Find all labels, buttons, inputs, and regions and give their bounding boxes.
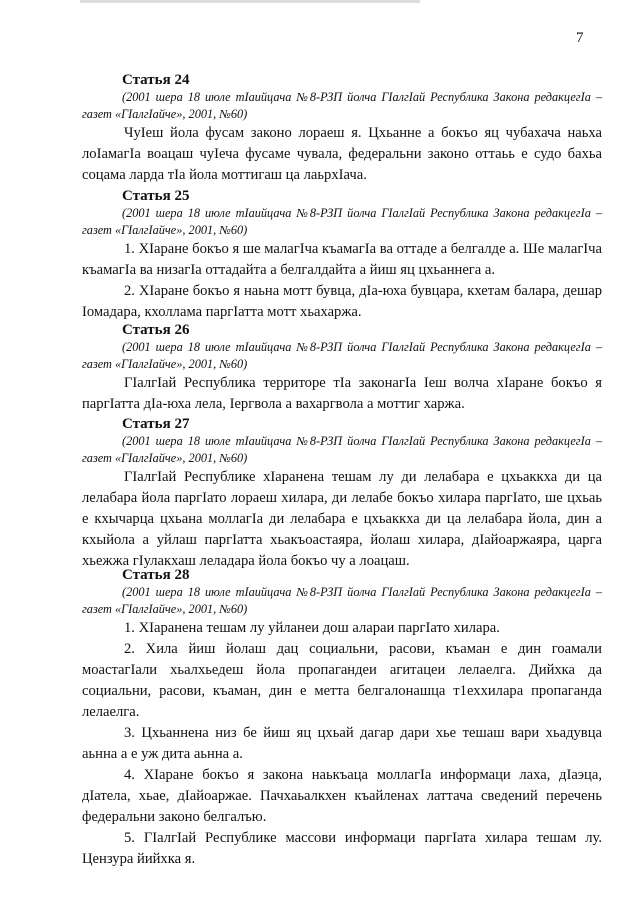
article-paragraph: 2. Хила йиш йолаш дац социальни, расови, къаман е дин гоамали моастагIали хьалхьедеш йола пропагандеи агитацеи лелаелга. Дийхка да социальни, расови, къаман, дин е метта белгалонашца т1еххилара пропаганда лелаелга. [82,641,602,720]
article-paragraph: 4. ХIаране бокъо я закона наькъаца моллагIа информаци лаха, дIаэца, дIатела, хьае, дIайоаржае. Пачхаьалкхен къайленах латтача сведений перечень федеральни законо белгалъю. [82,767,602,825]
article-note: (2001 шера 18 июле тIаийцача №8-РЗП йолча ГIалгIай Республика Закона редакцегIа – газет «ГIалгIайче», 2001, №60) [82,206,602,237]
article-paragraph: 2. ХIаране бокъо я наьна мотт бувца, дIа-юха бувцара, кхетам балара, дешар Iомадара, кхоллама паргIатта мотт хьахаржа. [82,283,602,320]
article-note: (2001 шера 18 июле тIаийцача №8-РЗП йолча ГIалгIай Республика Закона редакцегIа – газет «ГIалгIайче», 2001, №60) [82,434,602,465]
scan-edge [0,0,640,3]
article-note: (2001 шера 18 июле тIаийцача №8-РЗП йолча ГIалгIай Республика Закона редакцегIа – газет «ГIалгIайче», 2001, №60) [82,340,602,371]
article-paragraph: ГIалгIай Республике хIараненa тешам лу ди лелабара е цхьаккха ди ца лелабара йола паргIато лораеш хилара, ди лелабе бокъо хилара паргIато, ше цхьаь е кхычарца цхьана моллагIа ди лелабара е цхьаккха ди ца лелабара йола, дин а кхыйола а уйлаш паргIатта хьакъоастаяра, йолаш хилара, дIайоаржаяра, царга хьежжа гIулакхаш леладара йола бокъо чу а лоацаш. [82,469,602,569]
article-paragraph: 1. ХIаране бокъо я ше малагIча къамагIа ва оттаде а белгалде а. Ше малагIча къамагIа ва низагIа оттадайта а белгалдайта а йиш яц цхьаннега а. [82,241,602,278]
article-note: (2001 шера 18 июле тIаийцача №8-РЗП йолча ГIалгIай Республика Закона редакцегIа – газет «ГIалгIайче», 2001, №60) [82,90,602,121]
article-title: Статья 25 [122,188,190,204]
page-number: 7 [576,30,584,46]
article-paragraph: 1. ХIараненa тешам лу уйланеи дош алараи паргIато хилара. [124,620,500,636]
article-title: Статья 24 [122,72,190,88]
article-25 [82,188,602,323]
article-note: (2001 шера 18 июле тIаийцача №8-РЗП йолча ГIалгIай Республика Закона редакцегIа – газет «ГIалгIайче», 2001, №60) [82,585,602,616]
article-title: Статья 28 [122,567,190,583]
article-26 [82,322,602,415]
article-title: Статья 27 [122,416,190,432]
article-paragraph: 5. ГIалгIай Республике массови информаци паргIата хилара тешам лу. Цензура йийхка я. [82,830,602,867]
article-24 [82,72,602,186]
article-paragraph: 3. Цхьаннена низ бе йиш яц цхьай дагар дари хье тешаш вари хьадувца аьнна а е уж дита аьнна а. [82,725,602,762]
article-27 [82,416,602,572]
article-paragraph: ЧуIеш йола фусам законо лораеш я. Цхьанне а бокъо яц чубахача наьха лоIамагIа воацаш чуIеча фусаме чувала, федеральни законо оттаьь е судо бахьа соцама ларда тIа йола моттигаш ца лаьрхIача. [82,125,602,183]
article-title: Статья 26 [122,322,190,338]
article-paragraph: ГIалгIай Республика территоре тIа законагIа Iеш волча хIаране бокъо я паргIатта дIа-юха лела, Iергвола а вахаргвола а моттиг харжа. [82,375,602,412]
article-28 [82,567,602,870]
